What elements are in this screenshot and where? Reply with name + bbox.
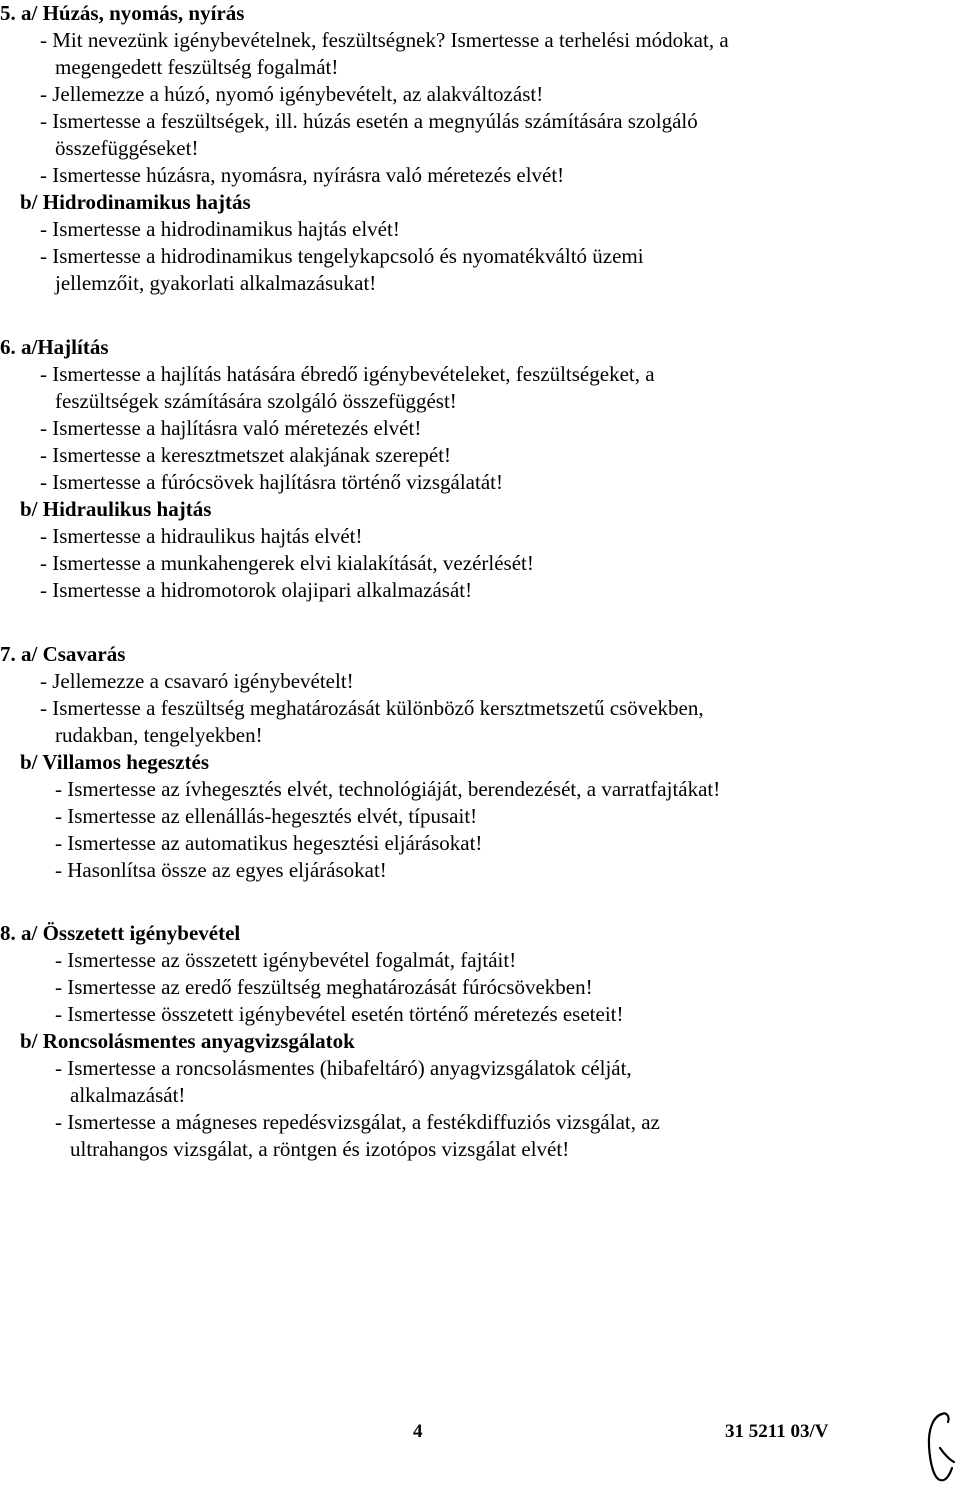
question-line: - Ismertesse a feszültség meghatározását különböző kersztmetszetű csövekben, [40,696,704,720]
section-heading: 5. a/ Húzás, nyomás, nyírás [0,1,245,25]
question-line: - Ismertesse összetett igénybevétel esetén történő méretezés eseteit! [55,1002,624,1026]
question-line: - Hasonlítsa össze az egyes eljárásokat! [55,858,387,882]
section-heading: 7. a/ Csavarás [0,642,126,666]
page-number: 4 [413,1421,423,1442]
question-line: - Ismertesse húzásra, nyomásra, nyírásra való méretezés elvét! [40,163,565,187]
question-line: - Ismertesse az összetett igénybevétel fogalmát, fajtáit! [55,948,517,972]
question-line: összefüggéseket! [55,136,199,160]
question-line: - Jellemezze a csavaró igénybevételt! [40,669,354,693]
question-line: - Ismertesse a roncsolásmentes (hibafeltáró) anyagvizsgálatok célját, [55,1056,632,1080]
question-line: - Ismertesse az ellenállás-hegesztés elvét, típusait! [55,804,478,828]
section-heading: 6. a/Hajlítás [0,335,109,359]
question-line: ultrahangos vizsgálat, a röntgen és izotópos vizsgálat elvét! [70,1137,570,1161]
question-line: - Ismertesse a hidrodinamikus tengelykapcsoló és nyomatékváltó üzemi [40,244,644,268]
question-line: - Ismertesse az automatikus hegesztési eljárásokat! [55,831,483,855]
handwritten-signature [920,1408,960,1488]
question-line: jellemzőit, gyakorlati alkalmazásukat! [55,271,377,295]
question-line: - Ismertesse az ívhegesztés elvét, technológiáját, berendezését, a varratfajtákat! [55,777,721,801]
question-line: - Ismertesse a munkahengerek elvi kialakítását, vezérlését! [40,551,534,575]
question-line: - Ismertesse a hajlításra való méretezés elvét! [40,416,422,440]
question-line: feszültségek számítására szolgáló összefüggést! [55,389,457,413]
question-line: megengedett feszültség fogalmát! [55,55,339,79]
question-line: - Ismertesse a hidromotorok olajipari alkalmazását! [40,578,473,602]
section-heading: b/ Hidraulikus hajtás [20,497,212,521]
section-heading: b/ Villamos hegesztés [20,750,209,774]
question-line: - Ismertesse a fúrócsövek hajlításra történő vizsgálatát! [40,470,503,494]
question-line: - Ismertesse a feszültségek, ill. húzás esetén a megnyúlás számítására szolgáló [40,109,698,133]
section-heading: b/ Hidrodinamikus hajtás [20,190,251,214]
question-line: alkalmazását! [70,1083,186,1107]
question-line: - Mit nevezünk igénybevételnek, feszültségnek? Ismertesse a terhelési módokat, a [40,28,729,52]
question-line: - Ismertesse a keresztmetszet alakjának szerepét! [40,443,452,467]
question-line: - Ismertesse az eredő feszültség meghatározását fúrócsövekben! [55,975,593,999]
question-line: rudakban, tengelyekben! [55,723,263,747]
section-heading: b/ Roncsolásmentes anyagvizsgálatok [20,1029,355,1053]
document-code: 31 5211 03/V [725,1421,829,1442]
section-heading: 8. a/ Összetett igénybevétel [0,921,241,945]
question-line: - Ismertesse a hajlítás hatására ébredő igénybevételeket, feszültségeket, a [40,362,655,386]
question-line: - Jellemezze a húzó, nyomó igénybevételt, az alakváltozást! [40,82,544,106]
question-line: - Ismertesse a hidrodinamikus hajtás elvét! [40,217,400,241]
question-line: - Ismertesse a mágneses repedésvizsgálat, a festékdiffuziós vizsgálat, az [55,1110,660,1134]
question-line: - Ismertesse a hidraulikus hajtás elvét! [40,524,363,548]
